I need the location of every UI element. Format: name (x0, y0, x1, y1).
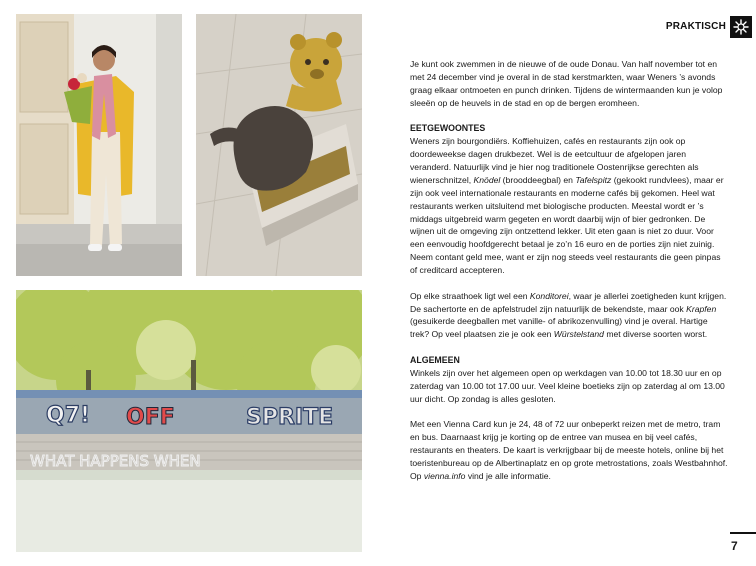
photo-bear-statue (196, 14, 362, 276)
canal-photo-illustration (16, 290, 362, 552)
page-number: 7 (731, 539, 738, 553)
text-run: , waar je allerlei zoetigheden kunt krijgen. De sachertorte en de apfelstrudel zijn natuurlijk de bekendste, maar ook (410, 290, 727, 314)
photo-woman-doorway (16, 14, 182, 276)
paragraph-opening-hours: Winkels zijn over het algemeen open op werkdagen van 10.00 tot 18.30 uur en op zaterdag van 10.00 tot 17.00 uur. Veel kleine boetieks zijn op zaterdag al om 13.00 uur dicht. Op zondag is alles gesloten. (410, 367, 725, 404)
paragraph-vienna-card (410, 418, 728, 483)
svg-text:Q7!: Q7! (46, 403, 91, 428)
section-tag: PRAKTISCH (665, 21, 726, 32)
term-wurstelstand: Würstelstand (553, 329, 604, 340)
heading-eetgewoontes: EETGEWOONTES (410, 123, 486, 134)
term-konditorei: Konditorei (529, 290, 569, 301)
statue-photo-illustration (196, 14, 362, 276)
paragraph-konditorei (410, 290, 728, 342)
page-number-rule (730, 532, 756, 534)
svg-text:WHAT HAPPENS WHEN: WHAT HAPPENS WHEN (30, 452, 201, 470)
heading-algemeen: ALGEMEEN (410, 354, 460, 365)
sun-snowflake-icon (730, 16, 752, 38)
text-run: Met een Vienna Card kun je 24, 48 of 72 uur onbeperkt reizen met de metro, tram en bus. Daarnaast krijg je korting op de entree van musea en bij veel cafés, restaurants en theaters. De kaart is verkrijgbaar bij de meeste hotels, online bij het toeristenbureau op de Albertinaplatz en op grote metrostations, zoals Westbahnhof. Op (410, 418, 728, 481)
term-tafelspitz: Tafelspitz (575, 174, 612, 185)
body-text-column (410, 58, 728, 495)
text-run: met diverse soorten worst. (603, 329, 708, 340)
text-run: (gesuikerde deegballen met vanille- of abrikozenvulling) vind je overal. Hartige trek? Op veel plaatsen zie je ook een (410, 316, 708, 340)
paragraph-eetgewoontes (410, 135, 728, 277)
svg-text:SPRITE: SPRITE (246, 405, 334, 430)
woman-photo-illustration (16, 14, 182, 276)
text-run: Op elke straathoek ligt wel een (410, 290, 530, 301)
svg-text:OFF: OFF (126, 405, 175, 430)
photo-donaukanal-graffiti (16, 290, 362, 552)
term-krapfen: Krapfen (686, 303, 717, 314)
text-run: vind je alle informatie. (465, 470, 551, 481)
text-run: Weners zijn bourgondiërs. Koffiehuizen, cafés en restaurants zijn ook op doordeweekse dagen drukbezet. Wel is de eetcultuur de afgelopen jaren veranderd. Natuurlijk vind je hier nog traditionele Oostenrijkse gerechten als wienerschnitzel, (410, 136, 699, 185)
term-knodel: Knödel (473, 174, 501, 185)
text-run: (brooddeegbal) en (500, 174, 576, 185)
paragraph-swimming-winter: Je kunt ook zwemmen in de nieuwe of de oude Donau. Van half november tot en met 24 december vind je overal in de stad kerstmarkten, waar Weners ’s avonds graag elkaar ontmoeten en punch drinken. Tijdens de wintermaanden kun je volop sleeën op de heuvels in de stad en op de bergen eromheen. (410, 59, 723, 108)
link-vienna-info[interactable]: vienna.info (423, 470, 466, 481)
text-run: (gekookt rundvlees), maar er zijn ook veel internationale restaurants en moderne cafés bij gekomen. Heel wat restaurants werken uitsluitend met biologische producten. Meestal wordt er ’s middags uitgebreid warm gegeten en wordt daarbij wijn of bier gedronken. De wijnen uit de omgeving zijn ontzettend lekker. Uit eten gaan is niet zo duur. Voor een eenvoudig hoofdgerecht betaal je zo’n 16 euro en de porties zijn niet zuinig. Neem contant geld mee, want er zijn nog steeds veel restaurants die geen pinpas of creditcard accepteren. (410, 174, 724, 276)
